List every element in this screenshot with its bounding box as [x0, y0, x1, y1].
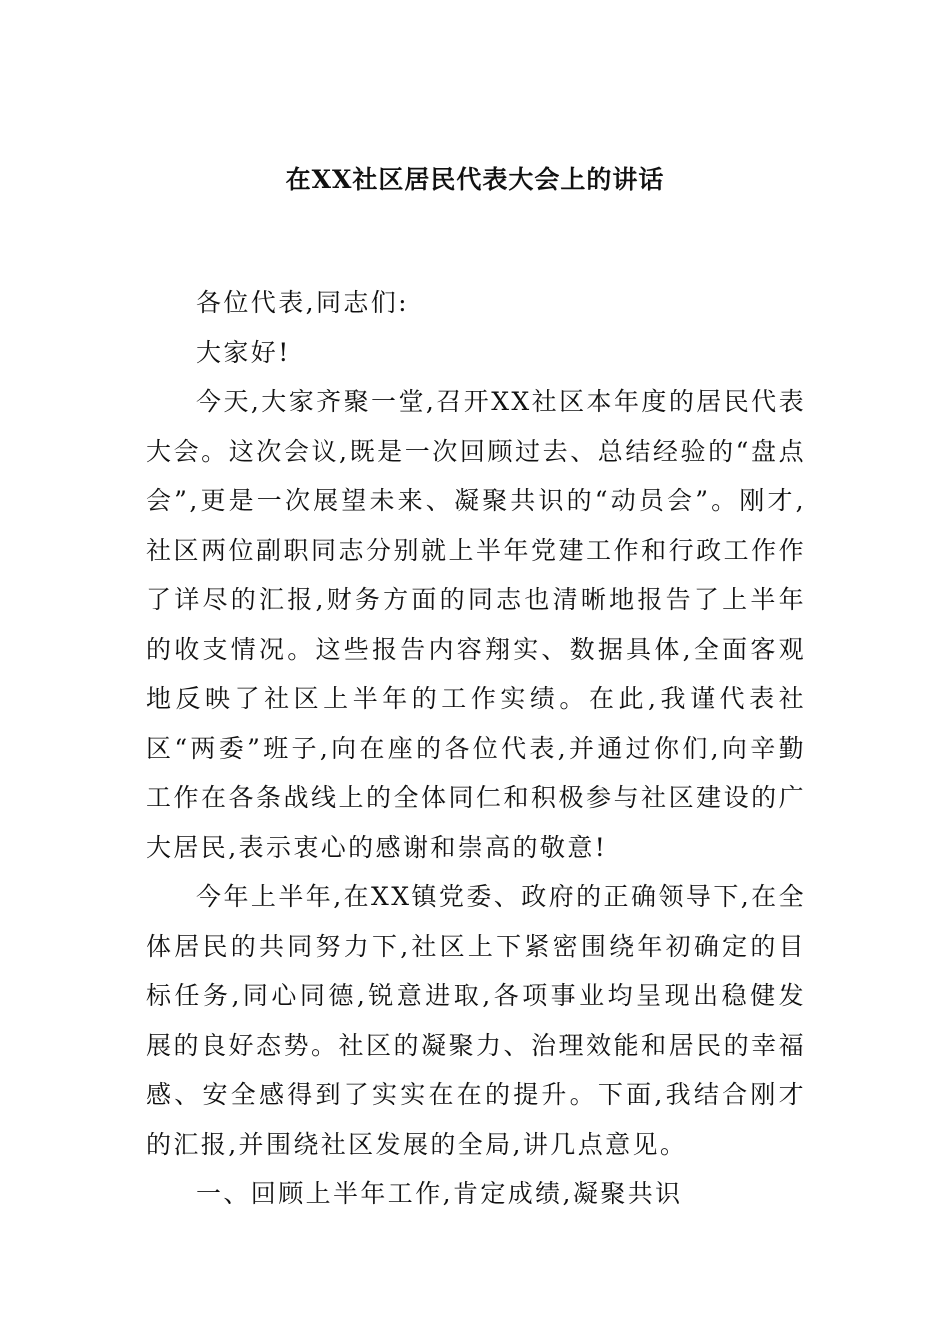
document-title: 在XX社区居民代表大会上的讲话 [285, 165, 665, 194]
salutation-paragraph: 各位代表,同志们: [196, 288, 409, 317]
section-heading-1: 一、回顾上半年工作,肯定成绩,凝聚共识 [196, 1179, 683, 1208]
body-paragraph-opening: 今天,大家齐聚一堂,召开XX社区本年度的居民代表大会。这次会议,既是一次回顾过去、总结经验的“盘点会”,更是一次展望未来、凝聚共识的“动员会”。刚才,社区两位副职同志分别就上半年党建工作和行政工作作了详尽的汇报,财务方面的同志也清晰地报告了上半年的收支情况。这些报告内容翔实、数据具体,全面客观地反映了社区上半年的工作实绩。在此,我谨代表社区“两委”班子,向在座的各位代表,并通过你们,向辛勤工作在各条战线上的全体同仁和积极参与社区建设的广大居民,表示衷心的感谢和崇高的敬意! [146, 387, 806, 862]
body-paragraph-summary: 今年上半年,在XX镇党委、政府的正确领导下,在全体居民的共同努力下,社区上下紧密围绕年初确定的目标任务,同心同德,锐意进取,各项事业均呈现出稳健发展的良好态势。社区的凝聚力、治理效能和居民的幸福感、安全感得到了实实在在的提升。下面,我结合刚才的汇报,并围绕社区发展的全局,讲几点意见。 [146, 882, 806, 1159]
greeting-paragraph: 大家好! [196, 337, 291, 367]
document-body [146, 278, 806, 1219]
